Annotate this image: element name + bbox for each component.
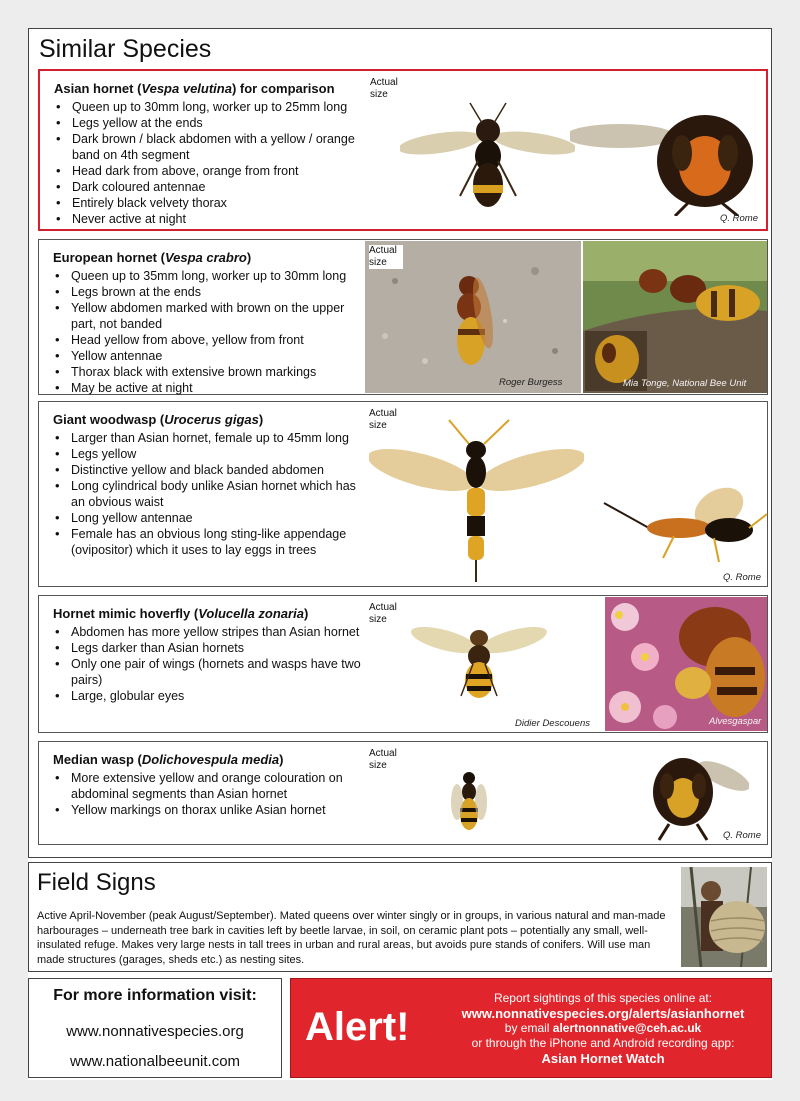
list-item: • Female has an obvious long sting-like appendage (ovipositor) which it uses to lay eggs in trees [53, 526, 371, 558]
list-item: • Yellow markings on thorax unlike Asian hornet [53, 802, 371, 818]
species-card-asian-hornet [38, 69, 768, 231]
list-item: • Long cylindrical body unlike Asian hornet which has an obvious waist [53, 478, 371, 510]
list-item: • Thorax black with extensive brown markings [53, 364, 371, 380]
photo-credit: Mia Tonge, National Bee Unit [623, 378, 747, 389]
list-item: • Legs yellow at the ends [54, 115, 372, 131]
list-item: • Never active at night [54, 211, 372, 227]
species-feature-list [54, 99, 372, 227]
list-item: • Only one pair of wings (hornets and wasps have two pairs) [53, 656, 383, 688]
photo-credit: Q. Rome [723, 572, 762, 583]
species-feature-list [53, 624, 383, 704]
species-title: European hornet (Vespa crabro) [53, 250, 252, 265]
species-card-hornet-mimic-hoverfly [38, 595, 768, 733]
giant-woodwasp-actual-size-photo [369, 416, 584, 586]
species-feature-list [53, 268, 371, 396]
app-name: Asian Hornet Watch [541, 1051, 665, 1066]
similar-species-section [28, 28, 772, 858]
actual-size-label: Actual size [369, 408, 403, 432]
median-wasp-face-photo [629, 746, 749, 842]
actual-size-label: Actual size [370, 77, 404, 101]
list-item: • Legs yellow [53, 446, 371, 462]
species-title: Asian hornet (Vespa velutina) for comparison [54, 81, 335, 96]
actual-size-label: Actual size [369, 602, 403, 626]
list-item: • Head yellow from above, yellow from front [53, 332, 371, 348]
list-item: • May be active at night [53, 380, 371, 396]
photo-credit: Didier Descouens [515, 718, 590, 729]
link-nationalbeeunit[interactable]: www.nationalbeeunit.com [69, 1053, 241, 1070]
species-title: Median wasp (Dolichovespula media) [53, 752, 284, 767]
photo-credit: Alvesgaspar [709, 716, 762, 727]
photo-credit: Roger Burgess [499, 377, 563, 388]
hoverfly-flower-photo [605, 597, 767, 731]
species-title: Hornet mimic hoverfly (Volucella zonaria) [53, 606, 309, 621]
species-card-median-wasp [38, 741, 768, 845]
alert-reporting-text [441, 991, 765, 1066]
link-report-url[interactable]: www.nonnativespecies.org/alerts/asianhornet [461, 1006, 745, 1021]
species-card-giant-woodwasp [38, 401, 768, 587]
european-hornet-branch-photo [583, 241, 767, 393]
field-signs-title: Field Signs [37, 869, 156, 896]
alert-line-app: or through the iPhone and Android recording app: [471, 1036, 735, 1050]
species-feature-list [53, 430, 371, 558]
list-item: • Long yellow antennae [53, 510, 371, 526]
asian-hornet-face-photo [570, 111, 760, 216]
more-info-title: For more information visit: [53, 987, 257, 1004]
field-signs-section [28, 862, 772, 972]
alert-line-email: by email alertnonnative@ceh.ac.uk [504, 1021, 702, 1035]
list-item: • Dark brown / black abdomen with a yellow / orange band on 4th segment [54, 131, 372, 163]
list-item: • Abdomen has more yellow stripes than Asian hornet [53, 624, 383, 640]
list-item: • Legs darker than Asian hornets [53, 640, 383, 656]
photo-credit: Q. Rome [720, 213, 759, 224]
list-item: • Queen up to 35mm long, worker up to 30mm long [53, 268, 371, 284]
actual-size-label: Actual size [369, 245, 403, 269]
list-item: • Yellow antennae [53, 348, 371, 364]
species-title: Giant woodwasp (Urocerus gigas) [53, 412, 264, 427]
more-info-panel [28, 978, 282, 1078]
section-title: Similar Species [39, 35, 212, 63]
list-item: • Legs brown at the ends [53, 284, 371, 300]
list-item: • Large, globular eyes [53, 688, 383, 704]
list-item: • Distinctive yellow and black banded abdomen [53, 462, 371, 478]
link-nonnativespecies[interactable]: www.nonnativespecies.org [66, 1023, 244, 1040]
list-item: • Entirely black velvety thorax [54, 195, 372, 211]
species-card-european-hornet [38, 239, 768, 395]
list-item: • Larger than Asian hornet, female up to 45mm long [53, 430, 371, 446]
field-signs-text: Active April-November (peak August/September). Mated queens over winter singly or in groups, in various natural and man-made harbourages – underneath tree bark in cavities left by beetle larvae, in soil, on ceramic plant pots – potentially any small, well-insulated refuge. Makes very large nests in tall trees in urban and rural areas, but avoids pure stands of conifers. Will use man made structures (garages, sheds etc.) as nesting sites. [37, 910, 666, 966]
nest-photo [681, 867, 767, 967]
actual-size-label: Actual size [369, 748, 403, 772]
photo-credit: Q. Rome [723, 830, 762, 841]
alert-line-report: Report sightings of this species online at: [493, 991, 713, 1005]
asian-hornet-actual-size-photo [400, 101, 575, 221]
alert-panel [290, 978, 772, 1078]
giant-woodwasp-side-photo [599, 478, 769, 568]
list-item: • Head dark from above, orange from front [54, 163, 372, 179]
species-feature-list [53, 770, 371, 818]
list-item: • More extensive yellow and orange colouration on abdominal segments than Asian hornet [53, 770, 371, 802]
list-item: • Queen up to 30mm long, worker up to 25mm long [54, 99, 372, 115]
list-item: • Yellow abdomen marked with brown on the upper part, not banded [53, 300, 371, 332]
hoverfly-actual-size-photo [409, 616, 549, 706]
european-hornet-ground-photo [365, 241, 581, 393]
alert-heading: Alert! [305, 1005, 410, 1049]
leaflet-page [28, 28, 772, 1080]
median-wasp-actual-size-photo [449, 768, 489, 834]
list-item: • Dark coloured antennae [54, 179, 372, 195]
link-email[interactable]: alertnonnative@ceh.ac.uk [552, 1021, 702, 1035]
